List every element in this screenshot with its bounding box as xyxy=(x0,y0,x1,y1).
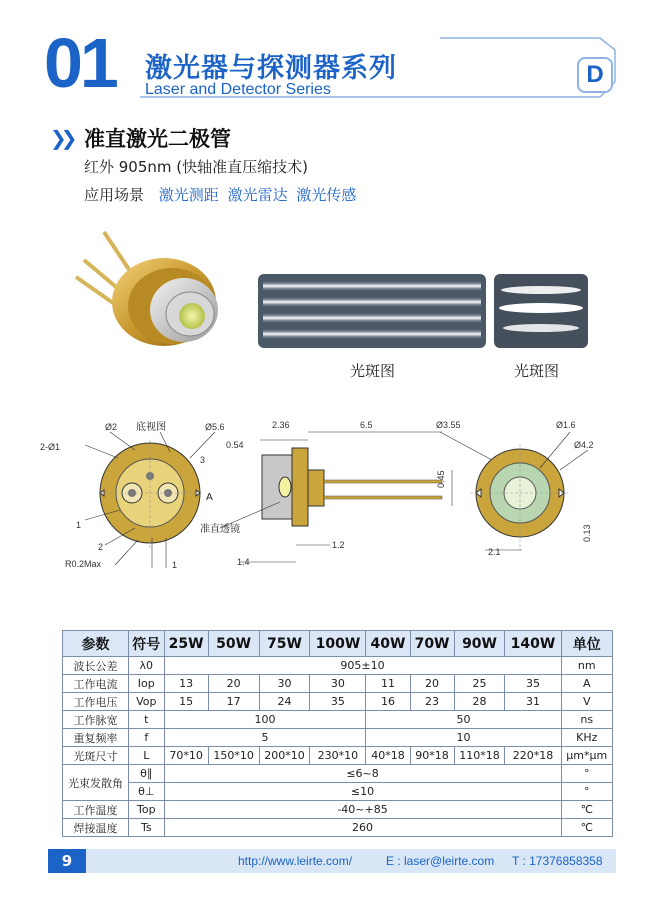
bottom-view-label: 底视图 xyxy=(136,422,166,433)
pin-2-label: 2 xyxy=(98,542,104,552)
table-cell: ≤6~8 xyxy=(164,765,561,783)
row-symbol: L xyxy=(129,747,165,765)
front-view-drawing xyxy=(440,432,588,550)
footer-email[interactable]: E : laser@leirte.com xyxy=(386,854,495,868)
table-cell: 25 xyxy=(454,675,505,693)
row-symbol: λ0 xyxy=(129,657,165,675)
application-item: 激光传感 xyxy=(296,186,357,204)
table-row xyxy=(63,747,613,765)
table-cell: 40*18 xyxy=(366,747,410,765)
product-subtitle: 红外 905nm (快轴准直压缩技术) xyxy=(84,158,308,176)
application-item: 激光测距 xyxy=(158,186,219,204)
dim-d2: Ø2 xyxy=(105,422,118,432)
table-header: 100W xyxy=(310,631,366,657)
series-title-cn: 激光器与探测器系列 xyxy=(145,53,397,84)
table-cell: 5 xyxy=(164,729,366,747)
dim-d42: Ø4.2 xyxy=(574,440,594,450)
table-cell: 50 xyxy=(366,711,561,729)
table-cell: 16 xyxy=(366,693,410,711)
table-header: 90W xyxy=(454,631,505,657)
footer-website-link[interactable]: http://www.leirte.com/ xyxy=(238,854,353,868)
row-label: 工作电流 xyxy=(63,675,129,693)
table-cell: 31 xyxy=(505,693,561,711)
laser-diode-photo xyxy=(64,222,239,352)
table-cell: 110*18 xyxy=(454,747,505,765)
row-unit: ℃ xyxy=(561,819,613,837)
table-cell: 200*10 xyxy=(259,747,310,765)
row-label: 光束发散角 xyxy=(63,765,129,801)
product-title: 准直激光二极管 xyxy=(84,127,231,151)
row-unit: ns xyxy=(561,711,613,729)
table-cell: 230*10 xyxy=(310,747,366,765)
table-cell: 13 xyxy=(164,675,208,693)
table-header: 75W xyxy=(259,631,310,657)
row-symbol: f xyxy=(129,729,165,747)
table-cell: 24 xyxy=(259,693,310,711)
dim-r02: R0.2Max xyxy=(65,559,102,569)
dim-d21: 2.1 xyxy=(488,547,501,557)
pin-1-label: 1 xyxy=(76,520,82,530)
table-cell: 20 xyxy=(410,675,454,693)
page-number: 9 xyxy=(48,849,86,873)
row-symbol: t xyxy=(129,711,165,729)
dim-w1: 1 xyxy=(172,560,178,570)
table-header: 参数 xyxy=(63,631,129,657)
table-cell: 260 xyxy=(164,819,561,837)
double-chevron-icon: ❯❯ xyxy=(50,126,72,150)
row-symbol: θ⊥ xyxy=(129,783,165,801)
row-symbol: Iop xyxy=(129,675,165,693)
row-unit: ℃ xyxy=(561,801,613,819)
table-cell: 30 xyxy=(259,675,310,693)
table-cell: 23 xyxy=(410,693,454,711)
bottom-view-drawing xyxy=(85,432,215,568)
beam-spot-image-1 xyxy=(258,274,486,348)
dim-d013: 0.13 xyxy=(582,524,592,542)
row-label: 焊接温度 xyxy=(63,819,129,837)
spot-caption-2: 光斑图 xyxy=(514,362,560,380)
row-symbol: Top xyxy=(129,801,165,819)
series-title-en: Laser and Detector Series xyxy=(145,81,331,98)
table-cell: 70*10 xyxy=(164,747,208,765)
table-cell: 220*18 xyxy=(505,747,561,765)
application-item: 激光雷达 xyxy=(227,186,288,204)
table-row xyxy=(63,675,613,693)
row-unit: A xyxy=(561,675,613,693)
table-header: 符号 xyxy=(129,631,165,657)
row-unit: μm*μm xyxy=(561,747,613,765)
table-header-row xyxy=(63,631,613,657)
table-header: 40W xyxy=(366,631,410,657)
table-cell: 90*18 xyxy=(410,747,454,765)
table-cell: 30 xyxy=(310,675,366,693)
dim-d16: Ø1.6 xyxy=(556,420,576,430)
table-cell: 20 xyxy=(208,675,259,693)
table-cell: ≤10 xyxy=(164,783,561,801)
row-unit: ° xyxy=(561,765,613,783)
table-cell: 35 xyxy=(505,675,561,693)
row-unit: KHz xyxy=(561,729,613,747)
row-symbol: θ∥ xyxy=(129,765,165,783)
table-cell: 11 xyxy=(366,675,410,693)
row-unit: ° xyxy=(561,783,613,801)
table-header: 70W xyxy=(410,631,454,657)
row-symbol: Ts xyxy=(129,819,165,837)
table-row xyxy=(63,783,613,801)
row-label: 工作温度 xyxy=(63,801,129,819)
row-label: 波长公差 xyxy=(63,657,129,675)
dim-d65: 6.5 xyxy=(360,420,373,430)
dim-d12: 1.2 xyxy=(332,540,345,550)
application-row xyxy=(84,184,360,205)
row-unit: V xyxy=(561,693,613,711)
series-number: 01 xyxy=(44,24,116,102)
row-label: 光斑尺寸 xyxy=(63,747,129,765)
dim-d045: 0.45 xyxy=(436,470,446,488)
table-cell: 35 xyxy=(310,693,366,711)
table-cell: 100 xyxy=(164,711,366,729)
table-cell: 15 xyxy=(164,693,208,711)
table-cell: 10 xyxy=(366,729,561,747)
dim-d14: 1.4 xyxy=(237,557,250,567)
table-row xyxy=(63,765,613,783)
spot-caption-1: 光斑图 xyxy=(350,362,396,380)
dim-hole: 2-Ø1 xyxy=(40,442,61,452)
row-symbol: Vop xyxy=(129,693,165,711)
lens-label: 准直透镜 xyxy=(200,524,240,535)
table-row xyxy=(63,657,613,675)
table-row xyxy=(63,819,613,837)
table-row xyxy=(63,711,613,729)
beam-spot-image-2 xyxy=(494,274,588,348)
pin-3-label: 3 xyxy=(200,455,206,465)
table-cell: 905±10 xyxy=(164,657,561,675)
table-header: 单位 xyxy=(561,631,613,657)
spec-table xyxy=(62,630,613,837)
table-cell: 150*10 xyxy=(208,747,259,765)
row-unit: nm xyxy=(561,657,613,675)
table-header: 140W xyxy=(505,631,561,657)
dim-d56: Ø5.6 xyxy=(205,422,225,432)
table-row xyxy=(63,693,613,711)
row-label: 工作脉宽 xyxy=(63,711,129,729)
row-label: 重复频率 xyxy=(63,729,129,747)
footer-phone: T : 17376858358 xyxy=(512,854,603,868)
table-row xyxy=(63,729,613,747)
side-a-label: A xyxy=(206,492,213,503)
table-row xyxy=(63,801,613,819)
technical-drawings xyxy=(40,410,630,585)
row-label: 工作电压 xyxy=(63,693,129,711)
dim-d236: 2.36 xyxy=(272,420,290,430)
dim-d355: Ø3.55 xyxy=(436,420,461,430)
table-cell: 28 xyxy=(454,693,505,711)
table-header: 50W xyxy=(208,631,259,657)
table-header: 25W xyxy=(164,631,208,657)
dim-d054: 0.54 xyxy=(226,440,244,450)
section-badge: D xyxy=(577,57,613,93)
table-cell: -40~+85 xyxy=(164,801,561,819)
table-cell: 17 xyxy=(208,693,259,711)
application-label: 应用场景 xyxy=(84,186,145,204)
